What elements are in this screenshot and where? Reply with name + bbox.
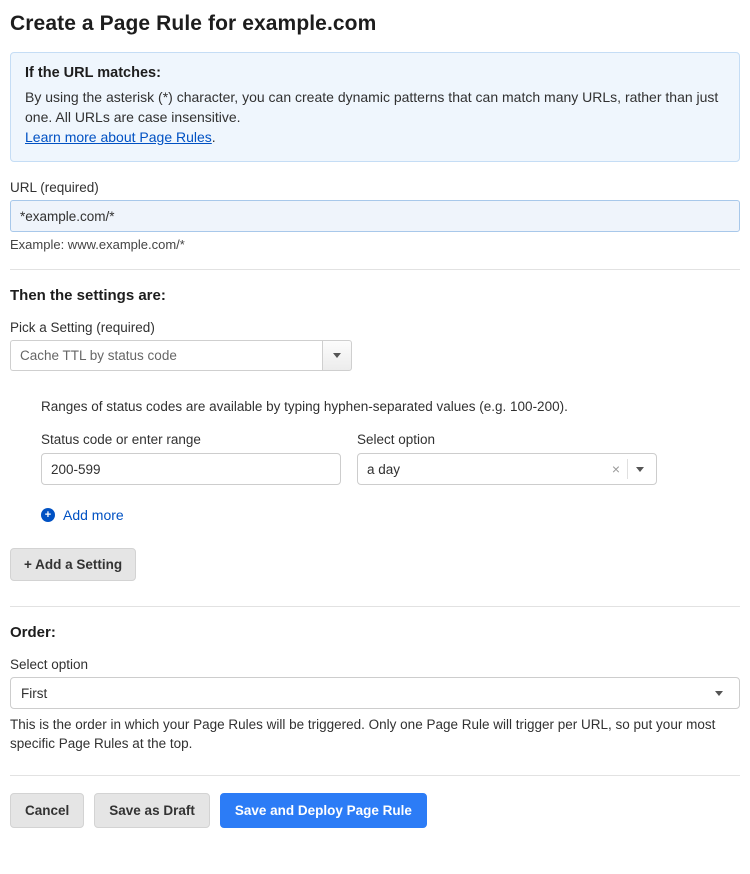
- order-select-label: Select option: [10, 657, 89, 672]
- order-note: [10, 715, 740, 753]
- setting-picker-value: Cache TTL by status code: [10, 340, 322, 371]
- chevron-down-glyph: [636, 467, 644, 472]
- ttl-option-select[interactable]: [357, 453, 657, 485]
- ttl-option-field-group: [357, 432, 657, 485]
- setting-picker[interactable]: [10, 340, 352, 371]
- setting-picker-dropdown-button[interactable]: [322, 340, 352, 371]
- order-section-title: Order:: [10, 624, 56, 641]
- save-as-draft-button[interactable]: Save as Draft: [94, 793, 210, 828]
- save-and-deploy-button[interactable]: Save and Deploy Page Rule: [220, 793, 427, 828]
- divider-settings: [10, 269, 740, 270]
- status-code-input[interactable]: [41, 453, 341, 485]
- learn-more-link[interactable]: Learn more about Page Rules: [25, 129, 212, 145]
- info-box-title: If the URL matches:: [25, 65, 161, 81]
- status-range-note: Ranges of status codes are available by typing hyphen-separated values (e.g. 100-200).: [41, 399, 568, 414]
- url-input[interactable]: [10, 200, 740, 232]
- add-more-label: Add more: [63, 507, 124, 523]
- order-select-value: First: [21, 685, 48, 701]
- info-link-suffix: .: [211, 129, 216, 145]
- order-note-line-2: most specific Page Rules at the top.: [10, 717, 716, 751]
- chevron-down-icon[interactable]: [628, 467, 652, 472]
- add-more-button[interactable]: [41, 507, 740, 523]
- order-note-line-1: This is the order in which your Page Rules will be triggered. Only one Page Rule will trigger per URL, so put your: [10, 717, 683, 732]
- cancel-button[interactable]: Cancel: [10, 793, 84, 828]
- add-setting-button[interactable]: + Add a Setting: [10, 548, 136, 581]
- status-option-row: [41, 432, 740, 485]
- status-code-field-group: [41, 432, 341, 485]
- status-code-label: Status code or enter range: [41, 432, 201, 447]
- info-box-line-1: By using the asterisk (*) character, you can create dynamic patterns that can match many URLs,: [25, 89, 622, 105]
- ttl-option-label: Select option: [357, 432, 436, 447]
- order-select[interactable]: [10, 677, 740, 709]
- url-label: URL (required): [10, 180, 99, 195]
- setting-picker-label: Pick a Setting (required): [10, 320, 155, 335]
- page-title: Create a Page Rule for example.com: [10, 12, 377, 35]
- clear-icon[interactable]: ×: [611, 461, 620, 477]
- divider-order: [10, 606, 740, 607]
- chevron-down-icon: [333, 353, 341, 358]
- url-match-info-box: [10, 52, 740, 162]
- page-rule-form: [0, 12, 750, 828]
- setting-detail-group: [10, 399, 740, 581]
- chevron-down-icon[interactable]: [707, 691, 731, 696]
- url-helper-text: Example: www.example.com/*: [10, 237, 185, 252]
- ttl-option-value: a day: [367, 461, 401, 477]
- chevron-down-glyph: [715, 691, 723, 696]
- divider-footer: [10, 775, 740, 776]
- info-box-text: [25, 87, 725, 147]
- form-footer: [10, 793, 740, 828]
- plus-circle-icon: +: [41, 508, 55, 522]
- settings-section-title: Then the settings are:: [10, 287, 166, 304]
- info-box-line-2: rather than just one. All URLs are case insensitive.: [25, 89, 719, 125]
